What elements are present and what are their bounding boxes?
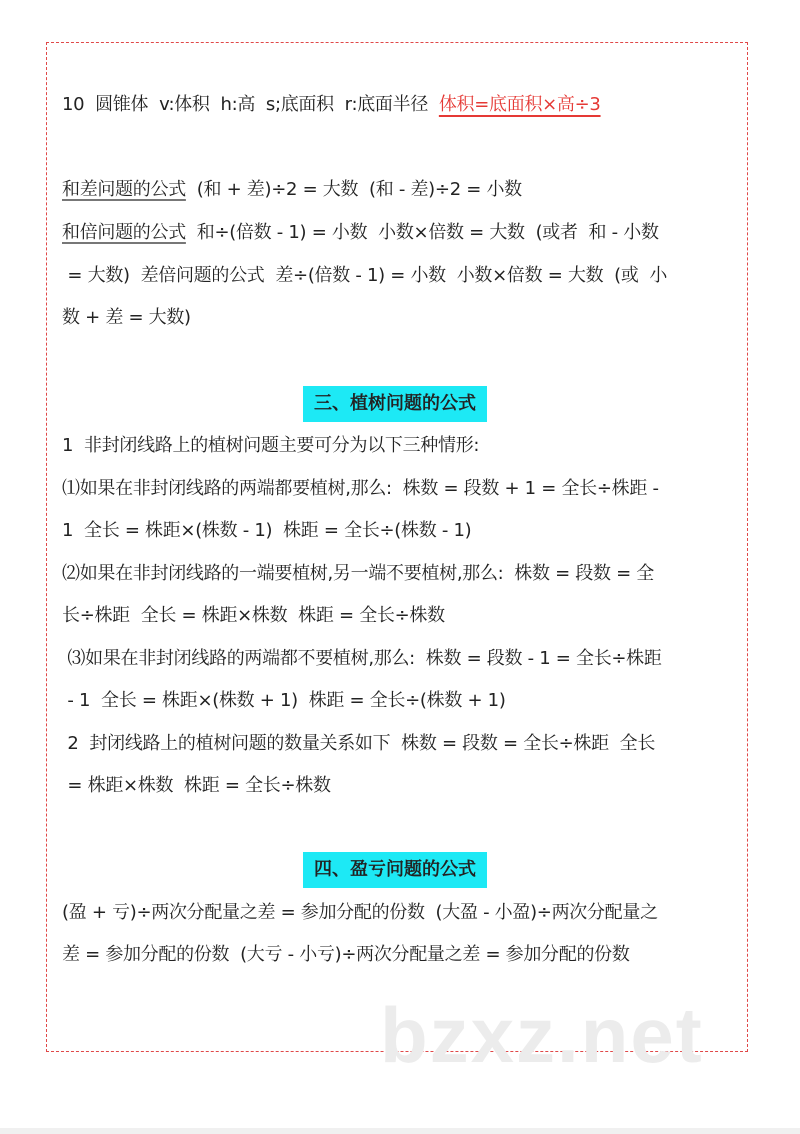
- text-line: = 株距×株数 株距 = 全长÷株数: [62, 775, 331, 796]
- text-line: ⑴如果在非封闭线路的两端都要植树,那么: 株数 = 段数 + 1 = 全长÷株距 -: [62, 478, 659, 499]
- sum-mult-title: 和倍问题的公式: [62, 222, 186, 243]
- cone-prefix: 10 圆锥体 v:体积 h:高 s;底面积 r:底面半径: [62, 94, 439, 115]
- sum-mult-line: [62, 221, 659, 245]
- page-bottom-edge: [0, 1128, 800, 1134]
- sum-diff-line: [62, 178, 522, 202]
- text-line: - 1 全长 = 株距×(株数 + 1) 株距 = 全长÷(株数 + 1): [62, 690, 506, 711]
- text-line: (盈 + 亏)÷两次分配量之差 = 参加分配的份数 (大盈 - 小盈)÷两次分配量之: [62, 902, 658, 923]
- text-line: 差 = 参加分配的份数 (大亏 - 小亏)÷两次分配量之差 = 参加分配的份数: [62, 944, 630, 965]
- text-line: 数 + 差 = 大数): [62, 307, 191, 328]
- sum-diff-text: (和 + 差)÷2 = 大数 (和 - 差)÷2 = 小数: [185, 179, 522, 200]
- section-heading-tree-planting: 三、植树问题的公式: [303, 386, 487, 422]
- sum-mult-text: 和÷(倍数 - 1) = 小数 小数×倍数 = 大数 (或者 和 - 小数: [185, 222, 659, 243]
- sum-diff-title: 和差问题的公式: [62, 179, 186, 200]
- text-line: = 大数) 差倍问题的公式 差÷(倍数 - 1) = 小数 小数×倍数 = 大数 (或 小: [62, 265, 668, 286]
- watermark: bzxz.net: [380, 991, 704, 1079]
- cone-volume-formula: 体积=底面积×高÷3: [438, 94, 601, 115]
- text-line: ⑶如果在非封闭线路的两端都不要植树,那么: 株数 = 段数 - 1 = 全长÷株距: [62, 648, 662, 669]
- text-line: 2 封闭线路上的植树问题的数量关系如下 株数 = 段数 = 全长÷株距 全长: [62, 733, 656, 754]
- text-line: 1 全长 = 株距×(株数 - 1) 株距 = 全长÷(株数 - 1): [62, 520, 472, 541]
- text-line: 长÷株距 全长 = 株距×株数 株距 = 全长÷株数: [62, 605, 445, 626]
- text-line: 1 非封闭线路上的植树问题主要可分为以下三种情形:: [62, 435, 480, 456]
- section-heading-profit-loss: 四、盈亏问题的公式: [303, 852, 487, 888]
- cone-formula-line: [62, 93, 601, 117]
- text-line: ⑵如果在非封闭线路的一端要植树,另一端不要植树,那么: 株数 = 段数 = 全: [62, 563, 654, 584]
